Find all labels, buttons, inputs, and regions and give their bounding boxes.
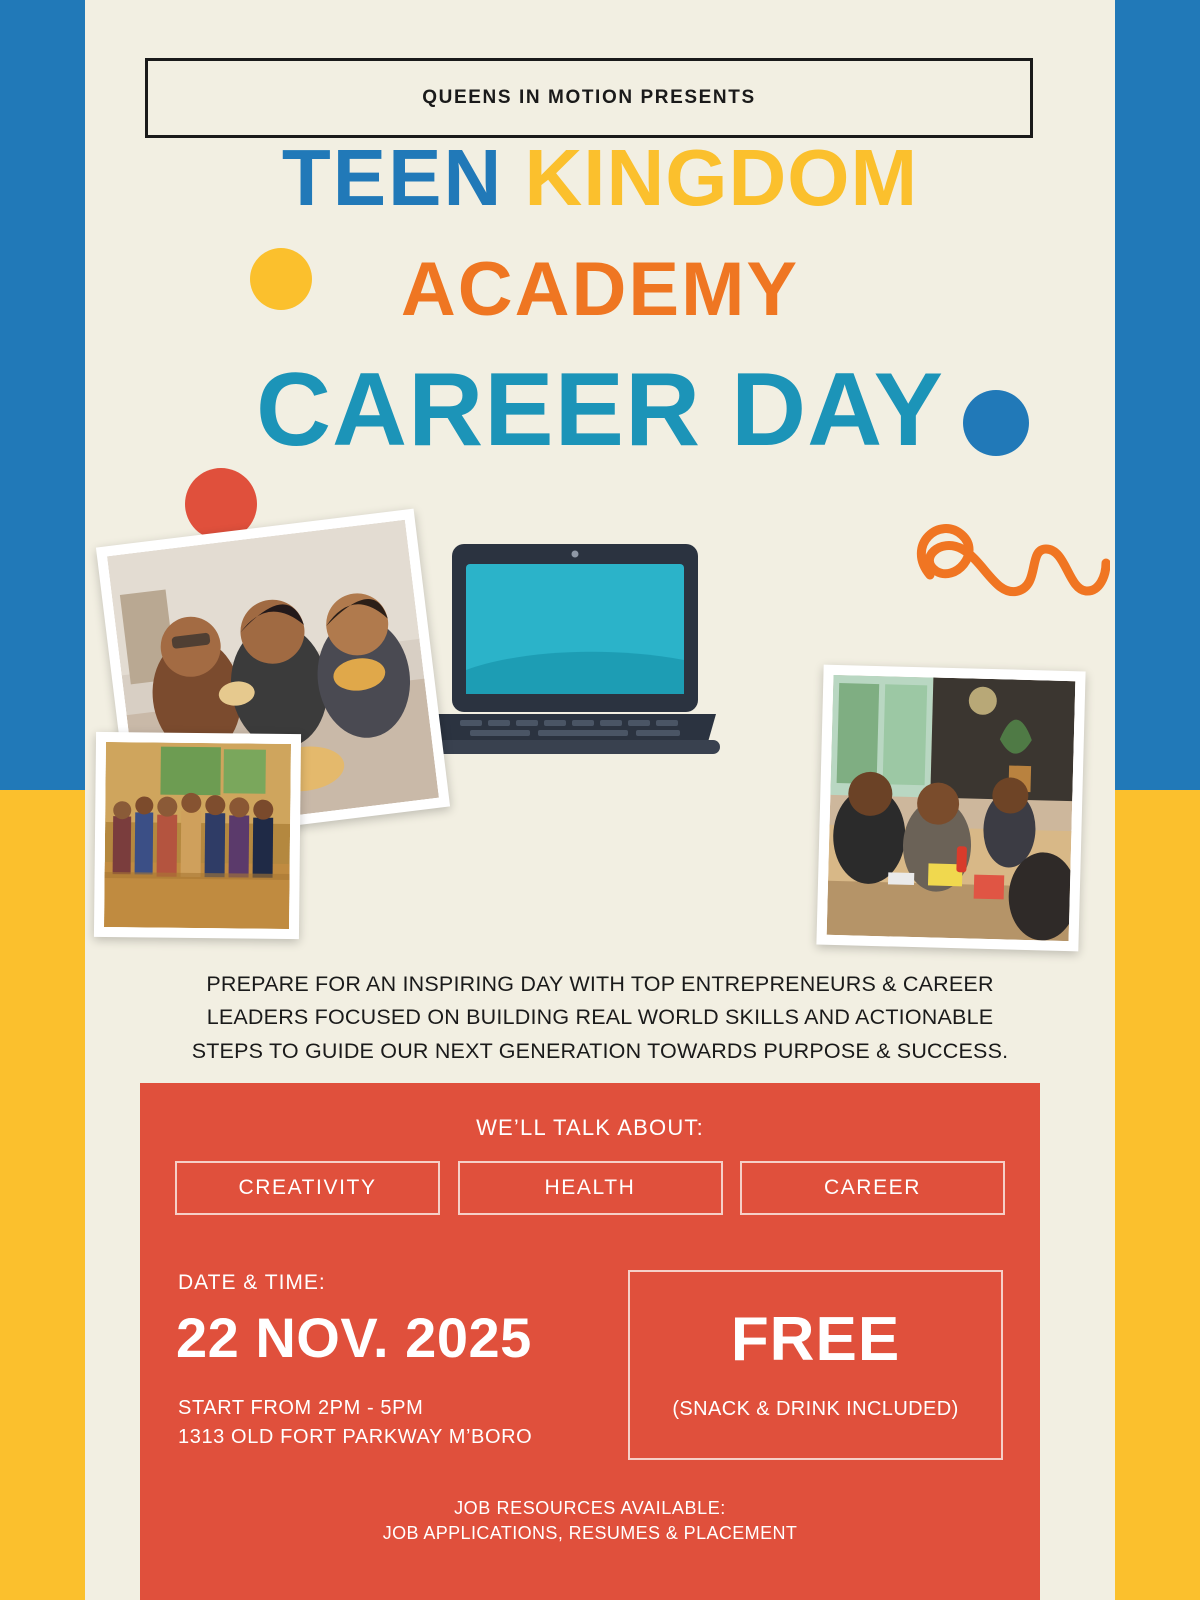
right-band-yellow [1115, 790, 1200, 1600]
orange-squiggle-decoration [900, 505, 1110, 660]
presenter-text: QUEENS IN MOTION PRESENTS [422, 87, 756, 108]
job-resources-heading: JOB RESOURCES AVAILABLE: [454, 1498, 726, 1518]
job-resources-detail: JOB APPLICATIONS, RESUMES & PLACEMENT [382, 1523, 798, 1543]
left-band-yellow [0, 790, 85, 1600]
topic-creativity: CREATIVITY [175, 1161, 440, 1215]
right-color-band [1115, 0, 1200, 1600]
photo-craft-workshop-table [816, 665, 1085, 952]
details-panel [140, 1083, 1040, 1600]
topics-list [175, 1161, 1005, 1215]
free-admission-box [628, 1270, 1003, 1460]
event-time: START FROM 2PM - 5PM [178, 1397, 424, 1419]
laptop-illustration [430, 542, 720, 772]
presenter-banner [145, 58, 1033, 138]
topic-health: HEALTH [458, 1161, 723, 1215]
blue-circle-decoration [963, 390, 1029, 456]
photo-b-image [104, 742, 291, 929]
yellow-circle-decoration [250, 248, 312, 310]
topic-career: CAREER [740, 1161, 1005, 1215]
talk-about-heading: WE’LL TALK ABOUT: [476, 1115, 704, 1140]
title-line-academy: ACADEMY [400, 247, 800, 332]
description-line-1: PREPARE FOR AN INSPIRING DAY WITH TOP ENTREPRENEURS & CAREER [206, 972, 994, 996]
title-line-1 [0, 133, 1200, 222]
title-word-kingdom: KINGDOM [524, 133, 919, 222]
description-line-2: LEADERS FOCUSED ON BUILDING REAL WORLD SKILLS AND ACTIONABLE [206, 1005, 994, 1030]
description-line-3: STEPS TO GUIDE OUR NEXT GENERATION TOWARDS PURPOSE & SUCCESS. [191, 1038, 1009, 1063]
free-sublabel: (SNACK & DRINK INCLUDED) [672, 1398, 959, 1420]
event-date: 22 NOV. 2025 [176, 1306, 532, 1369]
free-label: FREE [730, 1305, 901, 1374]
left-color-band [0, 0, 85, 1600]
description-paragraph [175, 968, 1025, 1068]
date-time-label: DATE & TIME: [178, 1271, 326, 1294]
title-line-career-day: CAREER DAY [255, 352, 945, 468]
photo-c-image [827, 675, 1076, 941]
title-word-teen: TEEN [281, 133, 504, 222]
event-address: 1313 OLD FORT PARKWAY M’BORO [178, 1426, 533, 1448]
photo-group-dancing [94, 732, 301, 939]
